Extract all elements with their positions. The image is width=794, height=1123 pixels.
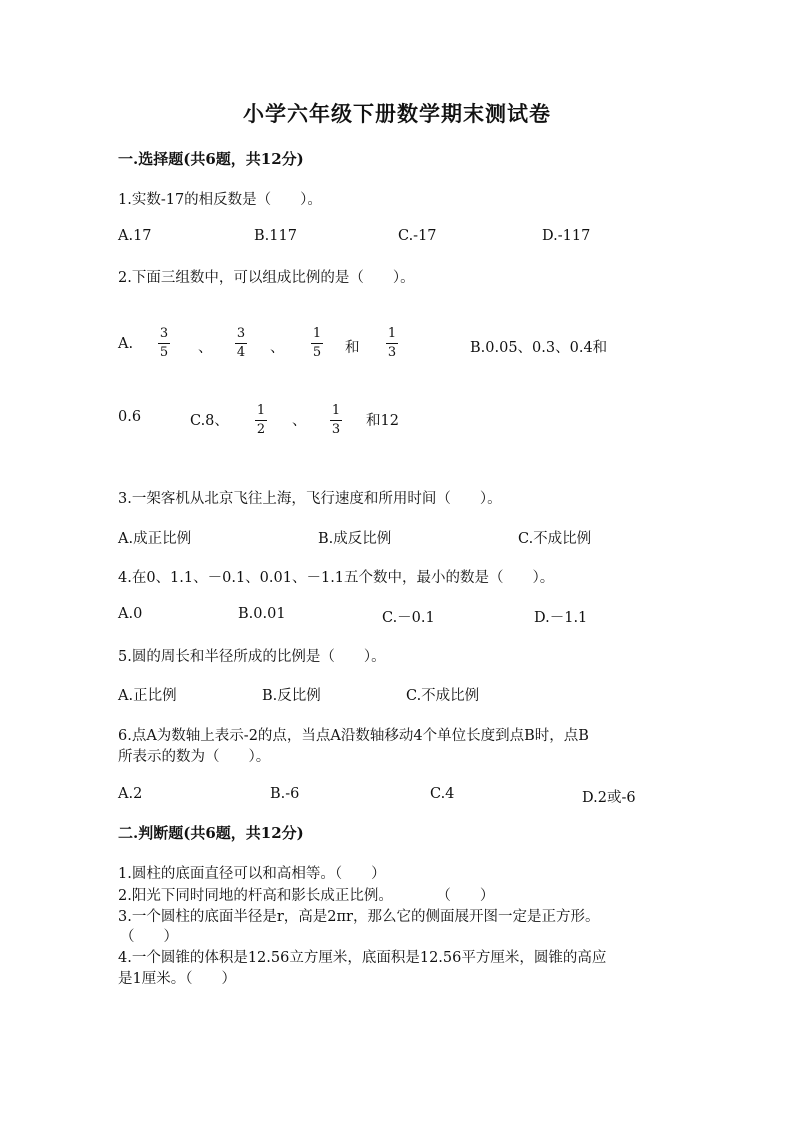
numerator: 3	[159, 326, 169, 341]
separator: 和	[345, 340, 360, 356]
q1-option-c: C.-17	[398, 228, 437, 244]
q1-option-b: B.117	[254, 228, 297, 244]
question-4: 4.在0、1.1、－0.1、0.01、－1.1五个数中，最小的数是（ ）。	[118, 570, 555, 586]
judgment-item-1: 1.圆柱的底面直径可以和高相等。（ ）	[118, 866, 386, 882]
fraction-bar	[235, 343, 247, 344]
q3-option-a: A.成正比例	[118, 531, 192, 547]
q4-option-b: B.0.01	[238, 606, 286, 622]
q5-option-a: A.正比例	[118, 688, 177, 704]
judgment-item-2: 2.阳光下同时同地的杆高和影长成正比例。 （ ）	[118, 888, 495, 904]
q4-option-c: C.－0.1	[382, 610, 435, 626]
q2-option-b: B.0.05、0.3、0.4和	[470, 340, 608, 356]
fraction-bar	[255, 420, 267, 421]
numerator: 1	[331, 403, 341, 418]
separator: 、	[292, 413, 307, 429]
question-1: 1.实数-17的相反数是（ ）。	[118, 192, 322, 208]
numerator: 1	[256, 403, 266, 418]
q3-option-b: B.成反比例	[318, 531, 392, 547]
q2-a-fraction-4	[386, 326, 398, 361]
q2-option-c-tail: 和12	[366, 413, 399, 429]
q5-option-c: C.不成比例	[406, 688, 480, 704]
question-3: 3.一架客机从北京飞往上海，飞行速度和所用时间（ ）。	[118, 491, 502, 507]
denominator: 3	[331, 422, 341, 437]
section-heading-judgment: 二.判断题(共6题，共12分)	[118, 824, 304, 842]
q4-option-a: A.0	[118, 606, 143, 622]
judgment-item-3-cont: （ ）	[120, 929, 178, 945]
question-6-line-2: 所表示的数为（ ）。	[118, 749, 271, 765]
numerator: 1	[387, 326, 397, 341]
denominator: 4	[236, 345, 246, 360]
q2-a-fraction-2	[235, 326, 247, 361]
q2-c-fraction-2	[330, 403, 342, 438]
question-5: 5.圆的周长和半径所成的比例是（ ）。	[118, 649, 386, 665]
q6-option-c: C.4	[430, 786, 455, 802]
section-heading-choice: 一.选择题(共6题，共12分)	[118, 150, 304, 168]
denominator: 5	[312, 345, 322, 360]
q3-option-c: C.不成比例	[518, 531, 592, 547]
separator: 、	[198, 340, 213, 356]
fraction-bar	[311, 343, 323, 344]
separator: 、	[270, 340, 285, 356]
judgment-item-3: 3.一个圆柱的底面半径是r，高是2πr，那么它的侧面展开图一定是正方形。	[118, 909, 600, 925]
denominator: 2	[256, 422, 266, 437]
q6-option-a: A.2	[118, 786, 143, 802]
fraction-bar	[158, 343, 170, 344]
q5-option-b: B.反比例	[262, 688, 321, 704]
q2-option-b-cont: 0.6	[118, 409, 142, 425]
denominator: 3	[387, 345, 397, 360]
judgment-item-4: 4.一个圆锥的体积是12.56立方厘米，底面积是12.56平方厘米，圆锥的高应	[118, 950, 607, 966]
q2-c-fraction-1	[255, 403, 267, 438]
q1-option-a: A.17	[118, 228, 152, 244]
numerator: 3	[236, 326, 246, 341]
denominator: 5	[159, 345, 169, 360]
judgment-item-4-cont: 是1厘米。（ ）	[118, 971, 236, 987]
fraction-bar	[386, 343, 398, 344]
q2-a-fraction-1	[158, 326, 170, 361]
q6-option-b: B.-6	[270, 786, 300, 802]
q4-option-d: D.－1.1	[534, 610, 588, 626]
numerator: 1	[312, 326, 322, 341]
q2-a-fraction-3	[311, 326, 323, 361]
fraction-bar	[330, 420, 342, 421]
q2-option-a-label: A.	[118, 336, 134, 352]
page-title: 小学六年级下册数学期末测试卷	[243, 101, 551, 126]
question-2: 2.下面三组数中，可以组成比例的是（ ）。	[118, 270, 415, 286]
question-6-line-1: 6.点A为数轴上表示-2的点，当点A沿数轴移动4个单位长度到点B时，点B	[118, 728, 589, 744]
q6-option-d: D.2或-6	[582, 790, 636, 806]
q1-option-d: D.-117	[542, 228, 591, 244]
q2-option-c-label: C.8、	[190, 413, 229, 429]
